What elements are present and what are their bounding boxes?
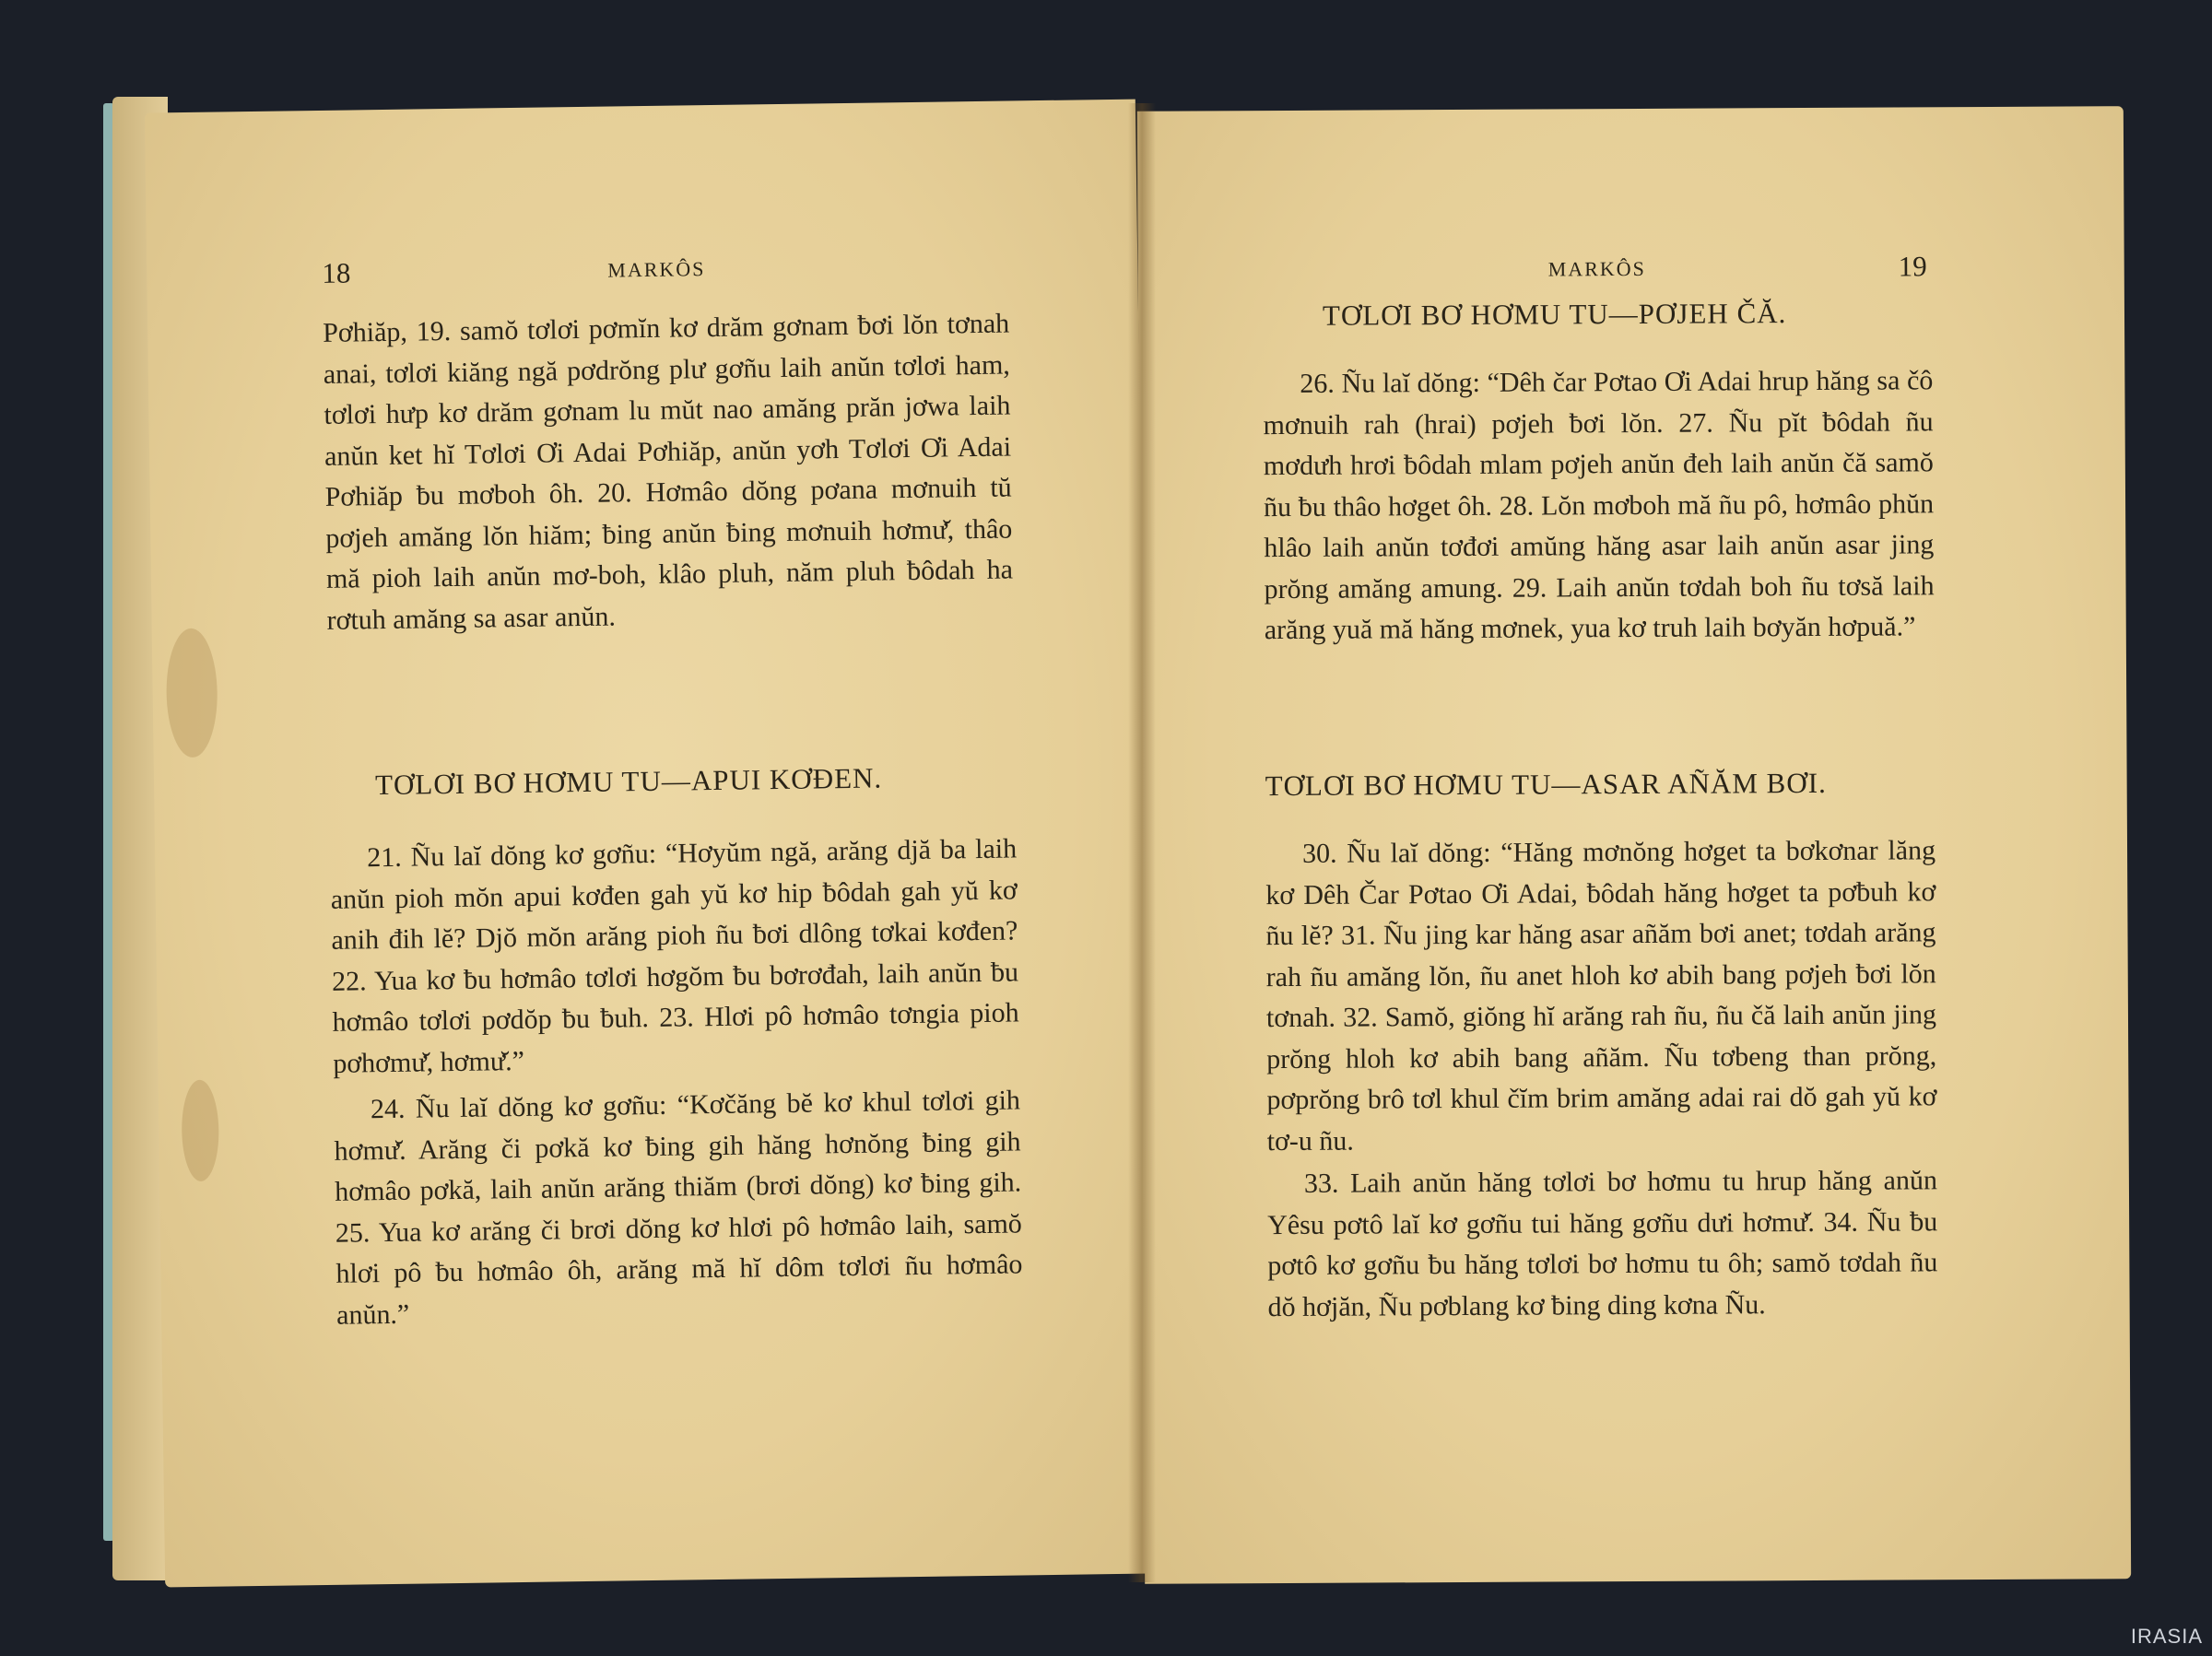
right-section-heading-1: TƠLƠI BƠ HƠMU TU—PƠJEH ČĂ. — [1322, 297, 1787, 332]
paragraph-continued: Pơhiăp, 19. samŏ tơlơi pơmĭn kơ drăm gơnam ƀơi lŏn tơnah anai, tơlơi kiăng ngă pơdrŏng plư gơñu laih anŭn tơlơi ham, tơlơi hưp kơ drăm gơnam lu mŭt nao amăng prăn jơwa laih anŭn ket hĭ Tơlơi Ơi Adai Pơhiăp, anŭn yơh Tơlơi Ơi Adai Pơhiăp ƀu mơboh ôh. 20. Hơmâo dŏng pơana mơnuih tŭ pơjeh amăng lŏn hiăm; ƀing anŭn ƀing mơnuih hơmư̆, thâo mă pioh laih anŭn mơ-boh, klâo pluh, năm pluh ƀôdah ha rơtuh amăng sa asar anŭn. — [323, 308, 1014, 636]
left-section-heading: TƠLƠI BƠ HƠMU TU—APUI KƠĐEN. — [374, 761, 883, 802]
right-section-heading-2: TƠLƠI BƠ HƠMU TU—ASAR AÑĂM BƠI. — [1265, 766, 1827, 803]
left-paragraph-block — [330, 828, 1023, 1335]
paragraph-33: 33. Laih anŭn hăng tơlơi bơ hơmu tu hrup hăng anŭn Yêsu pơtô laĭ kơ gơñu tui hăng gơñu dưi hơmư̆. 34. Ñu ƀu pơtô kơ gơñu ƀu hăng tơlơi bơ hơmu tu ôh; samŏ tơdah ñu dŏ hơjăn, Ñu pơblang kơ ƀing ding kơna Ñu. — [1267, 1165, 1938, 1322]
watermark: IRASIA — [2130, 1625, 2203, 1648]
right-paragraph-block-2 — [1265, 830, 1938, 1328]
paragraph-26: 26. Ñu laĭ dŏng: “Dêh čar Pơtao Ơi Adai hrup hăng sa čô mơnuih rah (hrai) pơjeh ƀơi lŏn. 27. Ñu pĭt ƀôdah ñu mơdưh hrơi ƀôdah mlam pơjeh anŭn đeh laih anŭn čă samŏ ñu ƀu thâo hơget ôh. 28. Lŏn mơboh mă ñu pô, hơmâo phŭn hlâo laih anŭn tơđơi amŭng hăng asar laih anŭn asar jing prŏng amăng amung. 29. Laih anŭn tơdah boh ñu tơsă laih arăng yuă mă hăng mơnek, yua kơ truh laih bơyăn hơpuă.” — [1263, 365, 1935, 646]
right-running-header — [1138, 250, 2124, 283]
left-page-number: 18 — [322, 256, 351, 289]
right-paragraph-block-1 — [1263, 360, 1935, 651]
page-stain — [182, 1080, 220, 1182]
paragraph-30: 30. Ñu laĭ dŏng: “Hăng mơnŏng hơget ta bơkơnar lăng kơ Dêh Čar Pơtao Ơi Adai, ƀôdah hăng hơget ta pơƀuh kơ ñu lĕ? 31. Ñu jing kar hăng asar añăm bơi anet; tơdah arăng rah ñu amăng lŏn, ñu anet hloh kơ abih bang pơjeh ƀơi lŏn tơnah. 32. Samŏ, giŏng hĭ arăng rah ñu, ñu čă laih anŭn jing prŏng hloh kơ abih bang añăm. Ñu tơbeng than prŏng, pơprŏng brô tơl khul čĭm brim amăng adai rai dŏ gah yŭ kơ tơ-u ñu. — [1265, 835, 1937, 1157]
left-paragraph-top — [323, 304, 1014, 641]
paragraph-21: 21. Ñu laĭ dŏng kơ gơñu: “Hơyŭm ngă, arăng djă ba laih anŭn pioh mŏn apui kơđen gah yŭ kơ hip ƀôdah gah yŭ kơ anih đih lĕ? Djŏ mŏn arăng pioh ñu ƀơi dlông tơkai kơđen? 22. Yua kơ ƀu hơmâo tơlơi hơgŏm ƀu bơrơđah, laih anŭn ƀu hơmâo tơlơi pơdŏp ƀu ƀuh. 23. Hlơi pô hơmâo tơngia pioh pơhơmư̆, hơmư̆.” — [330, 833, 1019, 1079]
page-stain — [166, 628, 218, 758]
left-running-header — [147, 252, 1137, 289]
paragraph-24: 24. Ñu laĭ dŏng kơ gơñu: “Kơčăng bĕ kơ khul tơlơi gih hơmư̆. Arăng či pơkă kơ ƀing gih hăng hơnŏng ƀing gih hơmâo pơkă, laih anŭn arăng thiăm (brơi dŏng) kơ ƀing gih. 25. Yua kơ arăng či brơi dŏng kơ hlơi pô hơmâo laih, samŏ hlơi pô ƀu hơmâo ôh, arăng mă hĭ dôm tơlơi ñu hơmâo anŭn.” — [334, 1085, 1023, 1331]
book-gutter — [1128, 103, 1156, 1582]
right-running-head: MARKÔS — [1547, 256, 1646, 281]
left-page — [145, 100, 1156, 1588]
right-page-number: 19 — [1898, 250, 1927, 283]
right-page — [1137, 106, 2131, 1584]
left-running-head: MARKÔS — [607, 257, 706, 282]
